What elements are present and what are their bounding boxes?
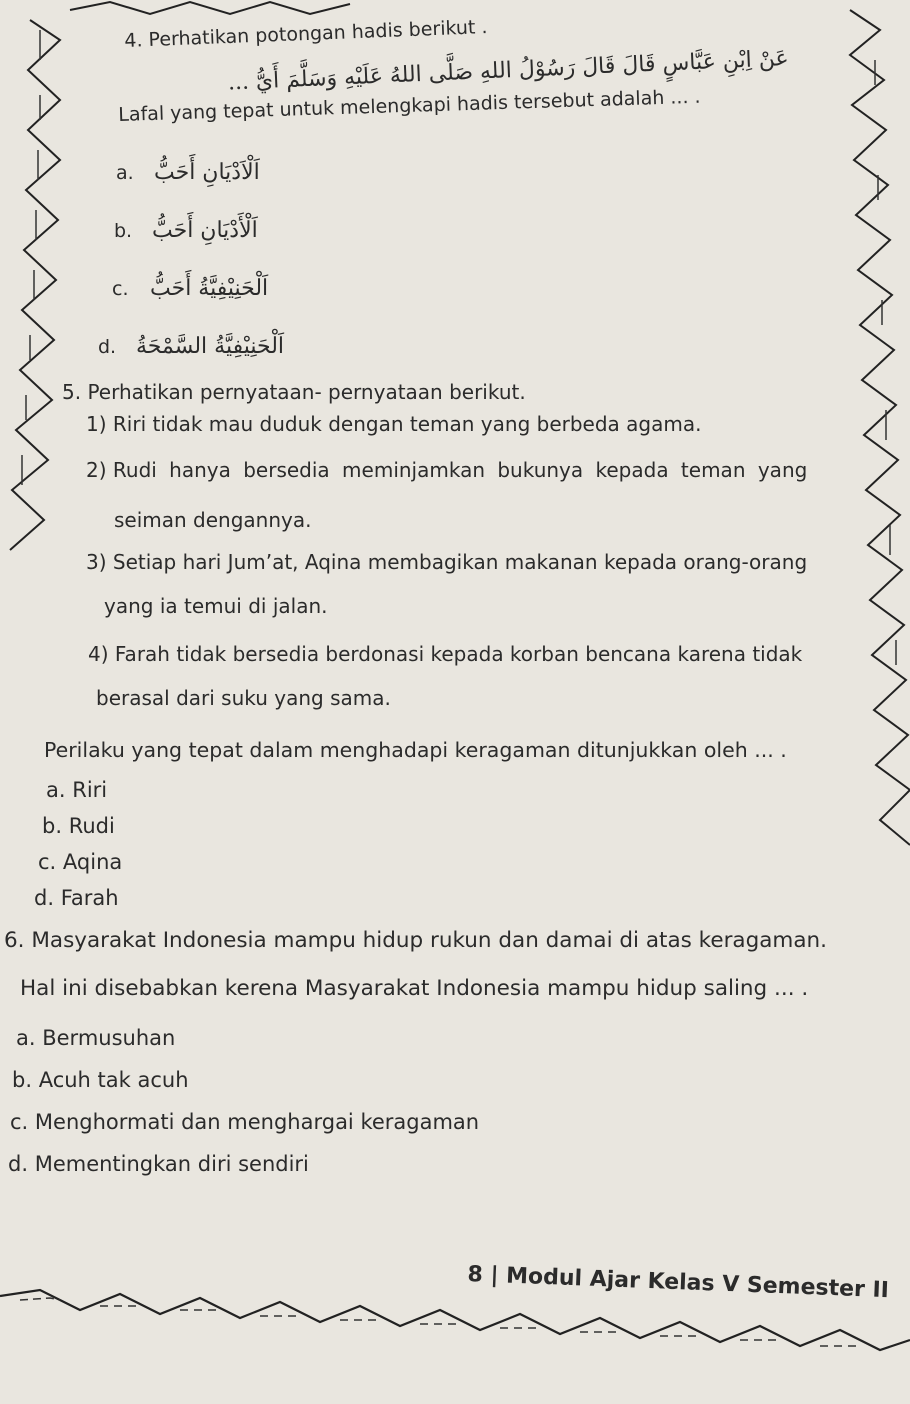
- option-label: d.: [98, 336, 117, 358]
- option-arabic-text: اَلْأَدْيَانِ أَحَبُّ: [152, 218, 258, 243]
- choice-label: a.: [46, 778, 66, 802]
- question-4-prompt: Lafal yang tepat untuk melengkapi hadis tersebut adalah ... .: [118, 85, 701, 126]
- option-arabic-text: اَلْحَنِيْفِيَّةُ أَحَبُّ: [150, 276, 269, 301]
- statement-number: 4): [88, 642, 109, 666]
- question-5-choice-c[interactable]: [38, 850, 122, 874]
- question-6-choice-b[interactable]: [12, 1068, 189, 1092]
- statement-text: Rudi hanya bersedia meminjamkan bukunya kepada teman yang: [112, 458, 808, 482]
- choice-text: Farah: [60, 886, 119, 910]
- question-4-option-d[interactable]: [98, 334, 284, 359]
- choice-label: d.: [8, 1152, 29, 1176]
- question-6-choice-c[interactable]: [10, 1110, 479, 1134]
- question-6-choice-a[interactable]: [16, 1026, 175, 1050]
- option-label: b.: [114, 220, 133, 242]
- statement-number: 2): [86, 458, 107, 482]
- choice-label: c.: [10, 1110, 29, 1134]
- choice-text: Menghormati dan menghargai keragaman: [34, 1110, 480, 1134]
- statement-text: Setiap hari Jum’at, Aqina membagikan makanan kepada orang-orang: [112, 550, 808, 574]
- option-arabic-text: اَلْاَدْيَانِ أَحَبُّ: [154, 160, 260, 185]
- choice-label: a.: [16, 1026, 36, 1050]
- question-4-option-b[interactable]: [114, 218, 258, 243]
- statement-text: Farah tidak bersedia berdonasi kepada korban bencana karena tidak: [114, 642, 803, 666]
- choice-label: c.: [38, 850, 57, 874]
- choice-label: b.: [42, 814, 63, 838]
- question-4-option-c[interactable]: [112, 276, 268, 301]
- option-label: a.: [116, 162, 134, 184]
- statement-2-continued: seiman dengannya.: [114, 508, 312, 532]
- question-5-choice-a[interactable]: [46, 778, 107, 802]
- choice-text: Mementingkan diri sendiri: [34, 1152, 309, 1176]
- statement-4: [88, 642, 802, 666]
- choice-label: b.: [12, 1068, 33, 1092]
- question-4-title: 4. Perhatikan potongan hadis berikut .: [124, 16, 488, 52]
- question-5-choice-d[interactable]: [34, 886, 119, 910]
- page-footer: 8 | Modul Ajar Kelas V Semester II: [467, 1262, 890, 1304]
- option-arabic-text: اَلْحَنِيْفِيَّةُ السَّمْحَةُ: [136, 334, 285, 359]
- question-4-hadith-arabic: عَنْ اِبْنِ عَبَّاسٍ قَالَ قَالَ رَسُوْلُ اللهِ صَلَّى اللهُ عَلَيْهِ وَسَلَّمَ أَيُّ ...: [227, 46, 790, 96]
- choice-text: Acuh tak acuh: [38, 1068, 189, 1092]
- question-6-prompt: Hal ini disebabkan kerena Masyarakat Indonesia mampu hidup saling ... .: [20, 976, 809, 1001]
- choice-label: d.: [34, 886, 55, 910]
- statement-text: Riri tidak mau duduk dengan teman yang berbeda agama.: [112, 412, 702, 436]
- statement-3-continued: yang ia temui di jalan.: [104, 594, 328, 618]
- question-5-title: 5. Perhatikan pernyataan- pernyataan berikut.: [62, 380, 526, 404]
- statement-4-continued: berasal dari suku yang sama.: [96, 686, 391, 710]
- statement-number: 1): [86, 412, 107, 436]
- question-6-title: 6. Masyarakat Indonesia mampu hidup rukun dan damai di atas keragaman.: [4, 928, 828, 953]
- question-6-choice-d[interactable]: [8, 1152, 309, 1176]
- question-5-choice-b[interactable]: [42, 814, 115, 838]
- choice-text: Aqina: [62, 850, 123, 874]
- choice-text: Rudi: [68, 814, 115, 838]
- statement-number: 3): [86, 550, 107, 574]
- question-4-option-a[interactable]: [116, 160, 260, 185]
- choice-text: Riri: [72, 778, 108, 802]
- question-5-prompt: Perilaku yang tepat dalam menghadapi keragaman ditunjukkan oleh ... .: [44, 738, 787, 762]
- choice-text: Bermusuhan: [42, 1026, 176, 1050]
- statement-3: [86, 550, 807, 574]
- statement-1: [86, 412, 701, 436]
- option-label: c.: [112, 278, 129, 300]
- statement-2: [86, 458, 807, 482]
